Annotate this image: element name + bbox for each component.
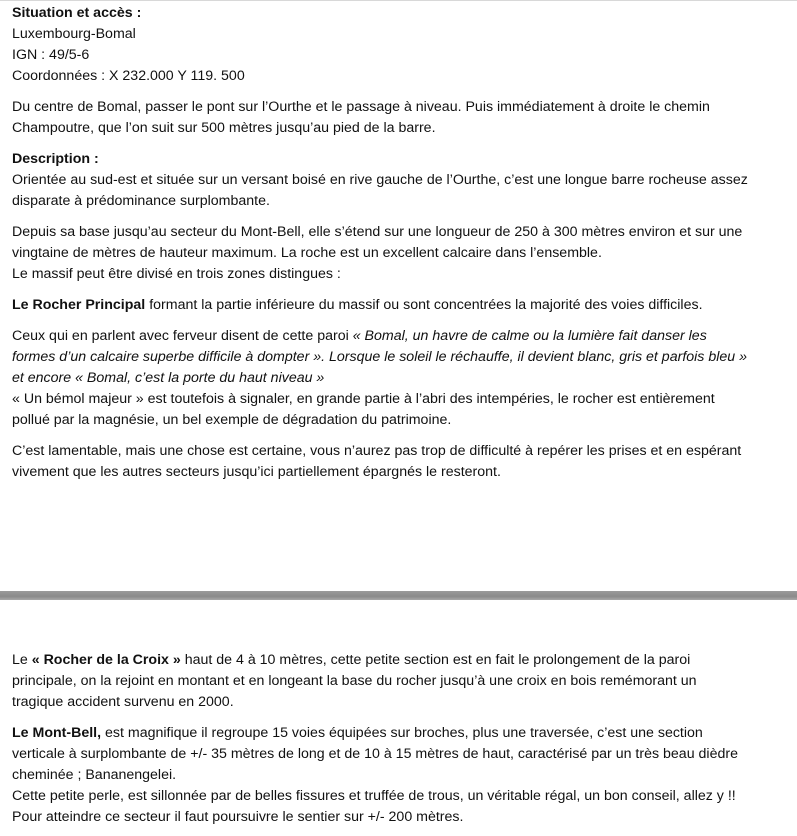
paragraph-text: Le — [12, 652, 32, 668]
paragraph-line: tragique accident survenu en 2000. — [12, 694, 234, 710]
paragraph-text: formant la partie inférieure du massif ou sont concentrées la majorité des voies difficiles. — [145, 297, 703, 313]
paragraph-line — [12, 650, 772, 671]
paragraph-line: pollué par la magnésie, un bel exemple de dégradation du patrimoine. — [12, 412, 452, 428]
paragraph-line: vivement que les autres secteurs jusqu’ici partiellement épargnés le resteront. — [12, 464, 501, 480]
paragraph-line: C’est lamentable, mais une chose est certaine, vous n’aurez pas trop de difficulté à repérer les prises et en espérant — [12, 443, 742, 459]
description-paragraph-4 — [12, 326, 772, 431]
document-page-2 — [0, 600, 797, 836]
rocher-principal-title: Le Rocher Principal — [12, 297, 146, 313]
paragraph-line: Depuis sa base jusqu’au secteur du Mont-Bell, elle s’étend sur une longueur de 250 à 300 mètres environ et sur une — [12, 224, 743, 240]
paragraph-text: Ceux qui en parlent avec ferveur disent de cette paroi — [12, 328, 353, 344]
rocher-de-la-croix-title: « Rocher de la Croix » — [31, 652, 181, 668]
paragraph-line: principale, on la rejoint en montant et en longeant la base du rocher jusqu’à une croix en bois remémorant un — [12, 673, 697, 689]
quote-text: formes d’un calcaire superbe difficile à dompter ». Lorsque le soleil le réchauffe, il devient blanc, gris et parfois bleu » — [12, 349, 747, 365]
page-2-content — [12, 650, 772, 828]
paragraph-line — [12, 723, 772, 744]
paragraph-line: Orientée au sud-est et située sur un versant boisé en rive gauche de l’Ourthe, c’est une longue barre rocheuse assez — [12, 172, 748, 188]
mont-bell-title: Le Mont-Bell, — [12, 725, 102, 741]
paragraph-line: verticale à surplombante de +/- 35 mètres de long et de 10 à 15 mètres de haut, caractérisé par un très beau dièdre — [12, 746, 738, 762]
paragraph-line: disparate à prédominance surplombante. — [12, 193, 270, 209]
access-paragraph — [12, 97, 772, 139]
description-heading: Description : — [12, 151, 99, 167]
mont-bell-paragraph — [12, 723, 772, 828]
description-paragraph-1 — [12, 170, 772, 212]
paragraph-line: Champoutre, que l’on suit sur 500 mètres jusqu’au pied de la barre. — [12, 120, 436, 136]
quote-text: « Bomal, un havre de calme ou la lumière fait danser les — [352, 328, 707, 344]
situation-ign: IGN : 49/5-6 — [12, 47, 90, 63]
paragraph-text: est magnifique il regroupe 15 voies équipées sur broches, plus une traversée, c’est une section — [101, 725, 703, 741]
page-1-content — [12, 3, 772, 483]
paragraph-line: Le massif peut être divisé en trois zones distingues : — [12, 266, 341, 282]
situation-coordinates: Coordonnées : X 232.000 Y 119. 500 — [12, 68, 245, 84]
quote-text: et encore « Bomal, c’est la porte du haut niveau » — [12, 370, 325, 386]
paragraph-line: cheminée ; Bananengelei. — [12, 767, 177, 783]
paragraph-line: « Un bémol majeur » est toutefois à signaler, en grande partie à l’abri des intempéries, le rocher est entièrement — [12, 391, 715, 407]
page-separator — [0, 591, 797, 600]
paragraph-line — [12, 326, 772, 347]
paragraph-line: Pour atteindre ce secteur il faut poursuivre le sentier sur +/- 200 mètres. — [12, 809, 464, 825]
situation-location: Luxembourg-Bomal — [12, 26, 136, 42]
rocher-de-la-croix-paragraph — [12, 650, 772, 713]
paragraph-text: haut de 4 à 10 mètres, cette petite section est en fait le prolongement de la paroi — [180, 652, 691, 668]
paragraph-line: Cette petite perle, est sillonnée par de belles fissures et truffée de trous, un véritable régal, un bon conseil, allez y !! — [12, 788, 736, 804]
description-paragraph-5 — [12, 441, 772, 483]
situation-heading: Situation et accès : — [12, 5, 142, 21]
description-paragraph-3 — [12, 295, 772, 316]
paragraph-line: Du centre de Bomal, passer le pont sur l’Ourthe et le passage à niveau. Puis immédiatement à droite le chemin — [12, 99, 710, 115]
description-paragraph-2 — [12, 222, 772, 285]
paragraph-line: vingtaine de mètres de hauteur maximum. La roche est un excellent calcaire dans l’ensemble. — [12, 245, 602, 261]
